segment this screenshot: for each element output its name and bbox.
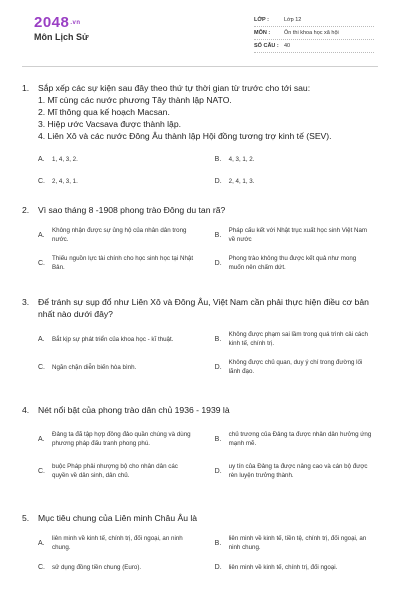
option-b[interactable] bbox=[215, 150, 378, 168]
option-text: 2, 4, 3, 1. bbox=[52, 177, 78, 185]
option-letter: B. bbox=[214, 435, 222, 443]
option-letter: B. bbox=[214, 335, 222, 343]
answer-options bbox=[38, 224, 378, 274]
option-letter: D. bbox=[214, 467, 222, 475]
option-text: Pháp cấu kết với Nhật trục xuất học sinh Việt Nam về nước bbox=[228, 227, 368, 243]
option-text: liên minh về kinh tế, chính trị, đối ngoại, an ninh chung. bbox=[52, 535, 183, 551]
meta-key: MÔN : bbox=[254, 30, 271, 36]
answer-options bbox=[38, 424, 378, 482]
option-letter: D. bbox=[214, 363, 222, 371]
option-c[interactable] bbox=[38, 356, 201, 378]
header-divider bbox=[22, 66, 378, 67]
option-letter: A. bbox=[38, 231, 45, 239]
option-letter: A. bbox=[38, 435, 45, 443]
question-line: Mục tiêu chung của Liên minh Châu Âu là bbox=[38, 513, 198, 523]
option-text: Không được phạm sai lầm trong quá trình cải cách kinh tế, chính trị. bbox=[228, 331, 368, 347]
option-b[interactable] bbox=[215, 532, 378, 554]
question-line: Nét nổi bật của phong trào dân chủ 1936 - 1939 là bbox=[38, 405, 230, 415]
option-letter: C. bbox=[38, 563, 45, 571]
option-d[interactable] bbox=[215, 356, 378, 378]
option-letter: C. bbox=[38, 259, 45, 267]
question-number: 4. bbox=[22, 405, 30, 415]
option-a[interactable] bbox=[38, 424, 201, 454]
meta-value: Ôn thi khoa học xã hội bbox=[284, 30, 339, 36]
question-number: 1. bbox=[22, 83, 30, 93]
question-4 bbox=[22, 404, 378, 482]
question-line: Vì sao tháng 8 -1908 phong trào Đông du tan rã? bbox=[38, 205, 226, 215]
meta-value: Lớp 12 bbox=[284, 17, 302, 23]
question-line: 2. Mĩ thông qua kế hoạch Macsan. bbox=[38, 107, 170, 117]
page-header bbox=[0, 0, 400, 70]
question-3 bbox=[22, 296, 378, 378]
option-letter: A. bbox=[38, 539, 45, 547]
option-text: buộc Pháp phải nhượng bộ cho nhân dân các quyền về dân sinh, dân chủ. bbox=[52, 463, 178, 479]
question-number: 3. bbox=[22, 297, 30, 307]
option-letter: A. bbox=[38, 335, 45, 343]
option-letter: A. bbox=[38, 155, 45, 163]
question-2 bbox=[22, 204, 378, 274]
option-text: liên minh về kinh tế, chính trị, đối ngoại. bbox=[228, 563, 338, 571]
option-b[interactable] bbox=[215, 224, 378, 246]
answer-options bbox=[38, 150, 378, 190]
logo-text: 2048 bbox=[34, 14, 70, 31]
option-c[interactable] bbox=[38, 560, 201, 574]
question-line: Sắp xếp các sự kiện sau đây theo thứ tự thời gian từ trước cho tới sau: bbox=[38, 83, 311, 93]
option-d[interactable] bbox=[215, 172, 378, 190]
meta-key: LỚP : bbox=[254, 17, 269, 23]
option-text: Bắt kịp sự phát triển của khoa học - kĩ thuật. bbox=[52, 335, 174, 343]
site-logo[interactable] bbox=[34, 14, 81, 31]
option-text: liên minh về kinh tế, tiền tệ, chính trị, đối ngoại, an ninh chung. bbox=[228, 535, 367, 551]
option-b[interactable] bbox=[215, 328, 378, 350]
option-text: 4, 3, 1, 2. bbox=[228, 155, 255, 163]
option-d[interactable] bbox=[215, 560, 378, 574]
option-letter: D. bbox=[214, 177, 222, 185]
meta-row-class bbox=[254, 14, 374, 27]
option-text: 1, 4, 3, 2. bbox=[52, 155, 78, 163]
option-c[interactable] bbox=[38, 252, 201, 274]
meta-value: 40 bbox=[284, 43, 291, 49]
option-text: chủ trương của Đảng ta được nhân dân hưởng ứng mạnh mẽ. bbox=[228, 431, 372, 447]
option-a[interactable] bbox=[38, 532, 201, 554]
option-text: Phong trào không thu được kết quả như mong muốn nên chấm dứt. bbox=[228, 255, 357, 271]
option-text: 2, 4, 1, 3. bbox=[228, 177, 255, 185]
option-c[interactable] bbox=[38, 460, 201, 482]
question-line: 3. Hiệp ước Vacsava được thành lập. bbox=[38, 119, 182, 129]
question-text bbox=[22, 404, 378, 416]
option-letter: B. bbox=[214, 155, 222, 163]
question-number: 2. bbox=[22, 205, 30, 215]
option-letter: D. bbox=[214, 563, 222, 571]
question-text bbox=[22, 204, 378, 216]
answer-options bbox=[38, 532, 378, 574]
option-text: Ngăn chặn diễn biến hòa bình. bbox=[52, 363, 137, 371]
meta-row-count bbox=[254, 40, 374, 53]
option-text: sử dụng đồng tiền chung (Euro). bbox=[52, 563, 142, 571]
option-d[interactable] bbox=[215, 252, 378, 274]
meta-row-subject bbox=[254, 27, 374, 40]
option-letter: B. bbox=[214, 231, 222, 239]
question-number: 5. bbox=[22, 513, 30, 523]
subject-title: Môn Lịch Sử bbox=[34, 32, 89, 42]
question-1 bbox=[22, 82, 378, 190]
option-text: uy tín của Đảng ta được nâng cao và cán bộ được rèn luyện trưởng thành. bbox=[228, 463, 368, 479]
question-5 bbox=[22, 512, 378, 574]
option-c[interactable] bbox=[38, 172, 201, 190]
question-text bbox=[22, 82, 378, 142]
option-letter: D. bbox=[214, 259, 222, 267]
question-line: 4. Liên Xô và các nước Đông Âu thành lập Hội đồng tương trợ kinh tế (SEV). bbox=[38, 131, 332, 141]
question-text bbox=[22, 296, 378, 320]
meta-key: SỐ CÂU : bbox=[254, 43, 279, 49]
option-letter: C. bbox=[38, 177, 45, 185]
option-b[interactable] bbox=[215, 424, 378, 454]
answer-options bbox=[38, 328, 378, 378]
question-text bbox=[22, 512, 378, 524]
option-a[interactable] bbox=[38, 328, 201, 350]
question-line: Để tránh sự sụp đổ như Liên Xô và Đông Âu, Việt Nam cần phải thực hiện điều cơ bản nhất nào dưới đây? bbox=[38, 297, 369, 319]
option-text: Không nhận được sự ủng hộ của nhân dân trong nước. bbox=[52, 227, 187, 243]
logo-suffix: .vn bbox=[70, 20, 81, 27]
option-d[interactable] bbox=[215, 460, 378, 482]
question-line: 1. Mĩ cùng các nước phương Tây thành lập NATO. bbox=[38, 95, 232, 105]
option-a[interactable] bbox=[38, 224, 201, 246]
option-letter: C. bbox=[38, 363, 45, 371]
option-letter: C. bbox=[38, 467, 45, 475]
option-letter: B. bbox=[214, 539, 222, 547]
option-text: Thiếu nguồn lực tài chính cho học sinh học tại Nhật Bản. bbox=[52, 255, 194, 271]
option-text: Không được chủ quan, duy ý chí trong đường lối lãnh đạo. bbox=[228, 359, 363, 375]
exam-meta bbox=[254, 14, 374, 53]
option-a[interactable] bbox=[38, 150, 201, 168]
option-text: Đảng ta đã tập hợp đông đảo quần chúng và dùng phương pháp đấu tranh phong phú. bbox=[52, 431, 191, 447]
